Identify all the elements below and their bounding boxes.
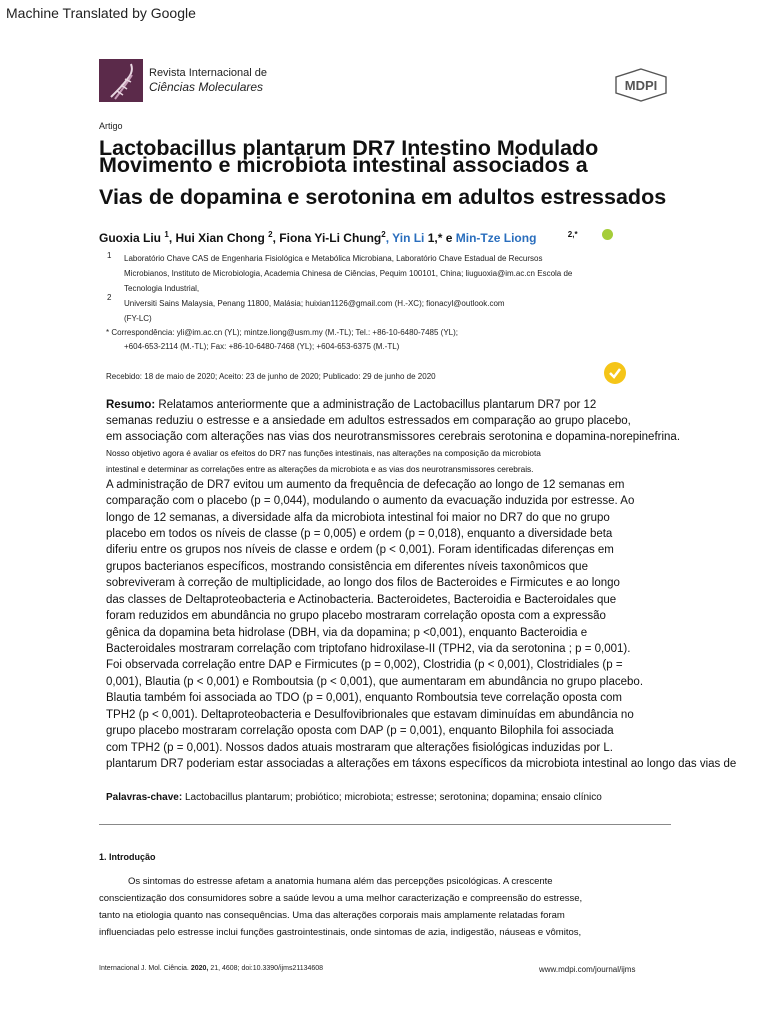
- correspondence-line-2: +604-653-2114 (M.-TL); Fax: +86-10-6480-7468 (YL); +604-653-6375 (M.-TL): [124, 342, 400, 351]
- check-for-updates-icon[interactable]: [604, 362, 626, 384]
- affil-line-2: Microbianos, Instituto de Microbiologia, Academia Chinesa de Ciências, Pequim 100101, China; liuguoxia@im.ac.cn Escola de: [124, 269, 573, 278]
- citation-year: 2020,: [190, 965, 209, 972]
- affil-line-1: Laboratório Chave CAS de Engenharia Fisiológica e Metabólica Microbiana, Laboratório Chave Estadual de Recursos: [124, 254, 543, 263]
- intro-line-3: tanto na etiologia quanto nas consequências. Uma das alterações corporais mais amplamente relatadas foram: [99, 910, 565, 921]
- correspondence-line-1: * Correspondência: yli@im.ac.cn (YL); mintze.liong@usm.my (M.-TL); Tel.: +86-10-6480-7485 (YL);: [106, 328, 459, 337]
- machine-translation-banner: Machine Translated by Google: [6, 5, 196, 21]
- author-1: Guoxia Liu: [99, 231, 162, 245]
- journal-name-line1: Revista Internacional de: [149, 67, 268, 79]
- affil-number-1: 1: [107, 251, 112, 260]
- mdpi-text: MDPI: [624, 78, 658, 93]
- dna-helix-icon: [99, 59, 143, 102]
- author-4-affil: 1,* e: [427, 231, 453, 245]
- abstract-line-2: semanas reduziu o estresse e a ansiedade em adultos estressados em comparação ao grupo placebo,: [106, 415, 631, 427]
- citation-footer: [99, 965, 323, 972]
- abstract-small-line-1: Nosso objetivo agora é avaliar os efeitos do DR7 nas funções intestinais, nas alterações na composição da microbiota: [106, 448, 541, 458]
- mdpi-logo: [613, 68, 669, 107]
- abstract-small-line-2: intestinal e determinar as correlações entre as alterações da microbiota e as vias dos neurotransmissores cerebrais.: [106, 464, 534, 474]
- abstract-body-6: grupos bacterianos específicos, mostrando consistência em diferentes níveis taxonômicos que: [106, 561, 588, 573]
- affil-line-5: (FY-LC): [124, 314, 152, 323]
- affil-number-2: 2: [107, 293, 112, 302]
- intro-line-2: conscientização dos consumidores sobre a saúde levou a uma melhor caracterização e compreensão do estresse,: [99, 893, 583, 904]
- author-2-affil: 2: [268, 230, 273, 239]
- author-5-link[interactable]: Min-Tze Liong: [455, 231, 537, 245]
- abstract-body-7: sobreviveram à correção de multiplicidade, ao longo dos filos de Bacteroides e Firmicutes e ao longo: [106, 577, 620, 589]
- abstract-body-1: A administração de DR7 evitou um aumento da frequência de defecação ao longo de 12 semanas em: [106, 479, 625, 491]
- abstract-body-9: foram reduzidos em abundância no grupo placebo mostraram correlação oposta com a expressão: [106, 610, 606, 622]
- abstract-body-14: Blautia também foi associada ao TDO (p = 0,001), enquanto Romboutsia teve correlação oposta com: [106, 692, 622, 704]
- citation-doi: 21, 4608; doi:10.3390/ijms21134608: [210, 965, 324, 972]
- abstract-line-1-text: Relatamos anteriormente que a administração de Lactobacillus plantarum DR7 por 12: [158, 399, 597, 411]
- section-divider: [99, 824, 671, 825]
- title-line-2: Movimento e microbiota intestinal associados a: [99, 153, 588, 177]
- title-line-3: Vias de dopamina e serotonina em adultos estressados: [99, 185, 667, 209]
- abstract-body-17: com TPH2 (p = 0,001). Nossos dados atuais mostraram que alterações fisiológicas induzidas por L.: [106, 742, 613, 754]
- author-4-link[interactable]: , Yin Li: [385, 231, 425, 245]
- abstract-body-3: longo de 12 semanas, a diversidade alfa da microbiota intestinal foi maior no DR7 do que no grupo: [106, 512, 610, 524]
- orcid-icon[interactable]: [602, 229, 613, 240]
- citation-journal: Internacional J. Mol. Ciência.: [99, 965, 189, 972]
- journal-name-line2: Ciências Moleculares: [149, 80, 264, 94]
- abstract-body-18: plantarum DR7 poderiam estar associadas a alterações em táxons específicos da microbiota intestinal ao longo das vias de: [106, 758, 737, 770]
- author-1-affil: 1: [164, 230, 169, 239]
- abstract-body-11: Bacteroidales mostraram correlação com triptofano hidroxilase-II (TPH2, via da serotonina ; p = 0,001).: [106, 643, 631, 655]
- abstract-body-13: 0,001), Blautia (p < 0,001) e Romboutsia (p < 0,001), que aumentaram em abundância no grupo placebo.: [106, 676, 644, 688]
- author-2: , Hui Xian Chong: [168, 231, 265, 245]
- publication-dates: Recebido: 18 de maio de 2020; Aceito: 23 de junho de 2020; Publicado: 29 de junho de 2020: [106, 372, 436, 381]
- keywords: [106, 792, 602, 803]
- title-line-1: Lactobacillus plantarum DR7 Intestino Modulado: [99, 136, 599, 160]
- keywords-label: Palavras-chave:: [106, 792, 183, 803]
- abstract-line-1: [106, 399, 596, 411]
- abstract-body-15: TPH2 (p < 0,001). Deltaproteobacteria e Desulfovibrionales que estavam diminuídas em abundância no: [106, 709, 634, 721]
- abstract-body-12: Foi observada correlação entre DAP e Firmicutes (p = 0,002), Clostridia (p < 0,001), Clostridiales (p =: [106, 659, 623, 671]
- abstract-body-4: placebo em todos os níveis de classe (p = 0,005) e ordem (p = 0,018), enquanto a diversidade beta: [106, 528, 613, 540]
- affil-line-4: Universiti Sains Malaysia, Penang 11800, Malásia; huixian1126@gmail.com (H.-XC); fionacyl@outlook.com: [124, 299, 505, 308]
- abstract-label: Resumo:: [106, 399, 156, 411]
- abstract-body-8: das classes de Deltaproteobacteria e Actinobacteria. Bacteroidetes, Bacteroidia e Bacteroidales que: [106, 594, 617, 606]
- abstract-body-10: gênica da dopamina beta hidrolase (DBH, via da dopamina; p <0,001), enquanto Bacteroidia e: [106, 627, 588, 639]
- journal-logo: [99, 59, 143, 102]
- article-type: Artigo: [99, 121, 123, 131]
- author-3: , Fiona Yi-Li Chung: [272, 231, 382, 245]
- keywords-text: Lactobacillus plantarum; probiótico; microbiota; estresse; serotonina; dopamina; ensaio clínico: [184, 792, 602, 803]
- author-3-affil: 2: [381, 230, 386, 239]
- abstract-body-16: grupo placebo mostraram correlação oposta com DAP (p = 0,001), enquanto Bilophila foi associada: [106, 725, 614, 737]
- affil-line-3: Tecnologia Industrial,: [124, 284, 200, 293]
- abstract-body-5: diferiu entre os grupos nos níveis de classe e ordem (p < 0,001). Foram identificadas diferenças em: [106, 544, 614, 556]
- section-heading-intro: 1. Introdução: [99, 852, 156, 862]
- intro-line-4: influenciadas pelo estresse inclui funções gastrointestinais, onde sintomas de azia, indigestão, náuseas e vômitos,: [99, 927, 582, 938]
- abstract-body-2: comparação com o placebo (p = 0,044), modulando o aumento da evacuação induzida por estresse. Ao: [106, 495, 635, 507]
- intro-line-1: Os sintomas do estresse afetam a anatomia humana além das percepções psicológicas. A crescente: [128, 876, 553, 887]
- journal-url-link[interactable]: www.mdpi.com/journal/ijms: [539, 965, 636, 974]
- author-5-affil: 2,*: [567, 230, 578, 239]
- author-list: [99, 230, 578, 245]
- abstract-line-3: em associação com alterações nas vias dos neurotransmissores cerebrais serotonina e dopamina-norepinefrina.: [106, 431, 681, 443]
